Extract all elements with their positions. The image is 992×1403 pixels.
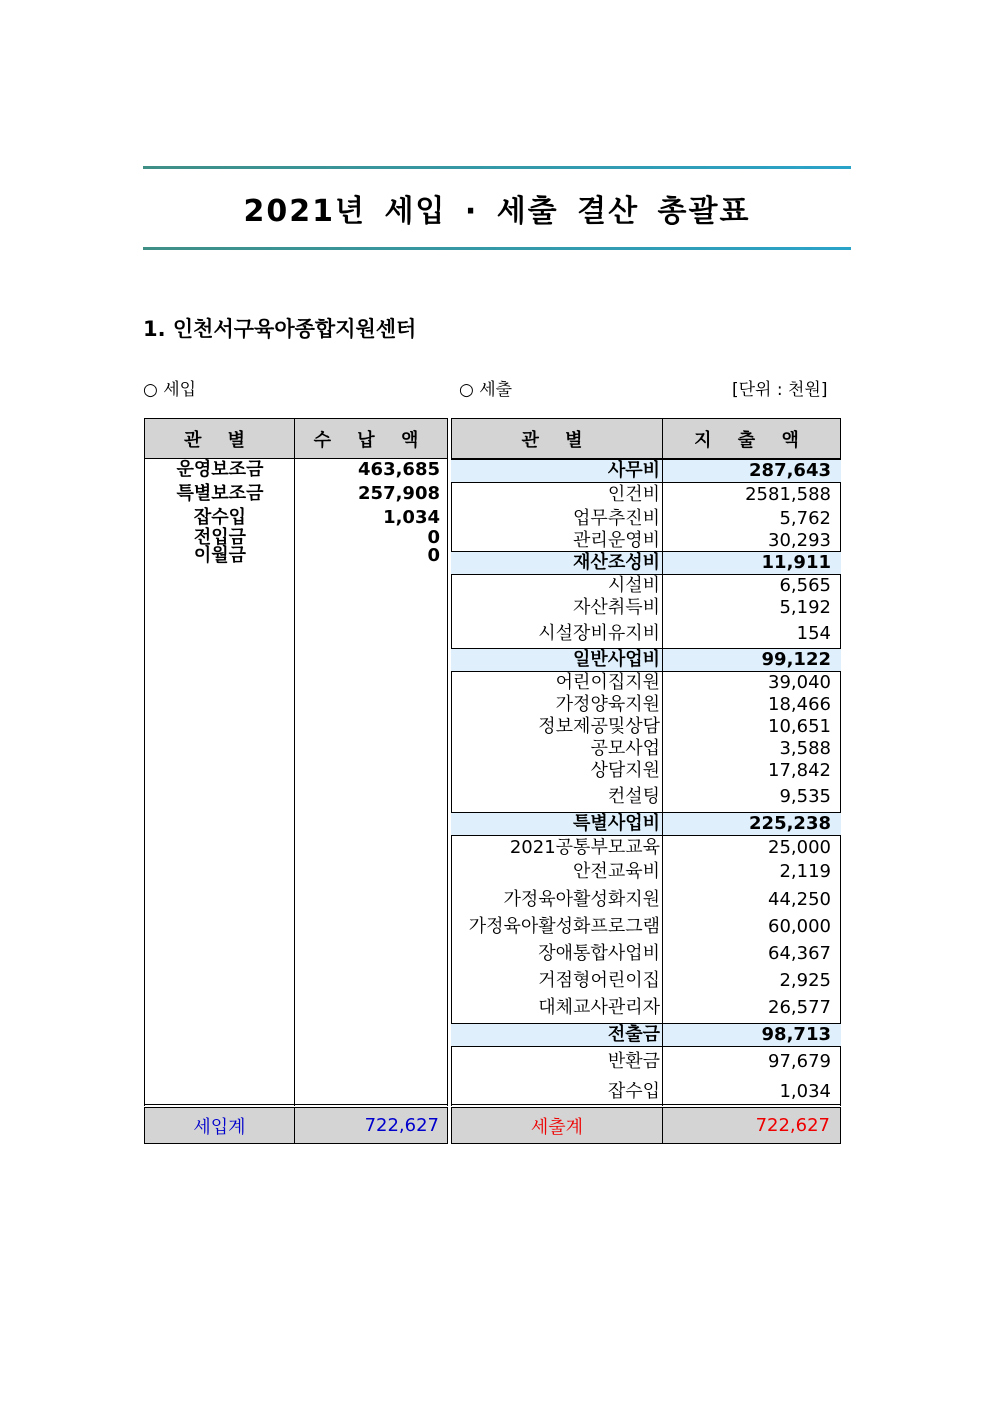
expense-row-name: 자산취득비: [573, 597, 660, 618]
expense-row-value: 97,679: [768, 1051, 831, 1072]
expense-row-name: 가정양육지원: [555, 694, 660, 715]
income-row-value: 0: [427, 545, 440, 566]
expense-row-name: 가정육아활성화프로그램: [468, 916, 660, 937]
expense-row-value: 30,293: [768, 530, 831, 551]
expense-row-name: 2021공통부모교육: [509, 837, 660, 858]
expense-row-value: 64,367: [768, 943, 831, 964]
expense-row-value: 17,842: [768, 760, 831, 781]
expense-row-name: 컨설팅: [607, 786, 660, 807]
income-row-name: 전입금: [193, 527, 247, 548]
expense-row-name: 거점형어린이집: [538, 970, 660, 991]
expense-category-name: 전출금: [607, 1024, 660, 1045]
title-rule-bottom: [143, 247, 851, 250]
expense-row-name: 관리운영비: [573, 530, 660, 551]
income-label: ○ 세입: [143, 380, 197, 400]
income-row-value: 463,685: [358, 459, 440, 480]
expense-category-name: 특별사업비: [573, 813, 660, 834]
income-row-value: 257,908: [358, 483, 440, 504]
expense-row-name: 장애통합사업비: [538, 943, 660, 964]
expense-total-value: 722,627: [662, 1107, 841, 1144]
expense-category-value: 225,238: [749, 813, 831, 834]
expense-row-name: 업무추진비: [573, 508, 660, 529]
income-total-label: 세입계: [144, 1107, 295, 1144]
income-row-name: 운영보조금: [176, 459, 264, 480]
expense-row-name: 인건비: [607, 484, 660, 505]
expense-category-header: 관 별: [451, 418, 663, 459]
expense-row-name: 시설비: [607, 575, 660, 596]
title-rule-top: [143, 166, 851, 169]
income-row-name: 특별보조금: [176, 483, 264, 504]
expense-category-value: 11,911: [761, 552, 831, 573]
expense-row-value: 39,040: [768, 672, 831, 693]
income-row-name: 잡수입: [193, 507, 247, 528]
expense-row-value: 44,250: [768, 889, 831, 910]
expense-category-value: 287,643: [749, 460, 831, 481]
expense-category-name: 재산조성비: [573, 552, 660, 573]
expense-row-value: 154: [796, 623, 831, 644]
expense-row-value: 5,192: [779, 597, 831, 618]
expense-row-value: 6,565: [779, 575, 831, 596]
expense-row-name: 잡수입: [607, 1081, 660, 1102]
expense-category-name: 사무비: [607, 460, 660, 481]
income-category-header: 관 별: [144, 418, 295, 459]
expense-category-value: 99,122: [761, 649, 831, 670]
expense-amount-header: 지 출 액: [662, 418, 841, 459]
expense-row-name: 안전교육비: [573, 861, 660, 882]
income-amount-header: 수 납 액: [294, 418, 448, 459]
income-row-name: 이월금: [193, 545, 247, 566]
expense-row-name: 상담지원: [590, 760, 660, 781]
expense-row-value: 5,762: [779, 508, 831, 529]
expense-row-name: 어린이집지원: [555, 672, 660, 693]
expense-row-value: 10,651: [768, 716, 831, 737]
expense-row-value: 25,000: [768, 837, 831, 858]
section-title: 1. 인천서구육아종합지원센터: [143, 317, 417, 341]
expense-category-name: 일반사업비: [573, 649, 660, 670]
income-row-value: 0: [427, 527, 440, 548]
expense-row-name: 정보제공및상담: [538, 716, 660, 737]
expense-row-value: 60,000: [768, 916, 831, 937]
income-total-value: 722,627: [294, 1107, 448, 1144]
expense-row-value: 2581,588: [745, 484, 831, 505]
expense-row-value: 26,577: [768, 997, 831, 1018]
expense-category-value: 98,713: [761, 1024, 831, 1045]
expense-row-name: 가정육아활성화지원: [503, 889, 660, 910]
expense-row-name: 반환금: [607, 1051, 660, 1072]
expense-row-value: 2,925: [779, 970, 831, 991]
expense-row-name: 시설장비유지비: [538, 623, 660, 644]
expense-row-value: 9,535: [779, 786, 831, 807]
expense-row-value: 1,034: [779, 1081, 831, 1102]
expense-row-value: 2,119: [779, 861, 831, 882]
expense-label: ○ 세출: [459, 380, 513, 400]
income-row-value: 1,034: [383, 507, 440, 528]
document-title: 2021년 세입 · 세출 결산 총괄표: [243, 194, 751, 229]
expense-row-name: 공모사업: [590, 738, 660, 759]
unit-label: [단위 : 천원]: [732, 380, 828, 400]
expense-row-value: 3,588: [779, 738, 831, 759]
expense-total-label: 세출계: [451, 1107, 663, 1144]
expense-row-value: 18,466: [768, 694, 831, 715]
expense-row-name: 대체교사관리자: [538, 997, 660, 1018]
